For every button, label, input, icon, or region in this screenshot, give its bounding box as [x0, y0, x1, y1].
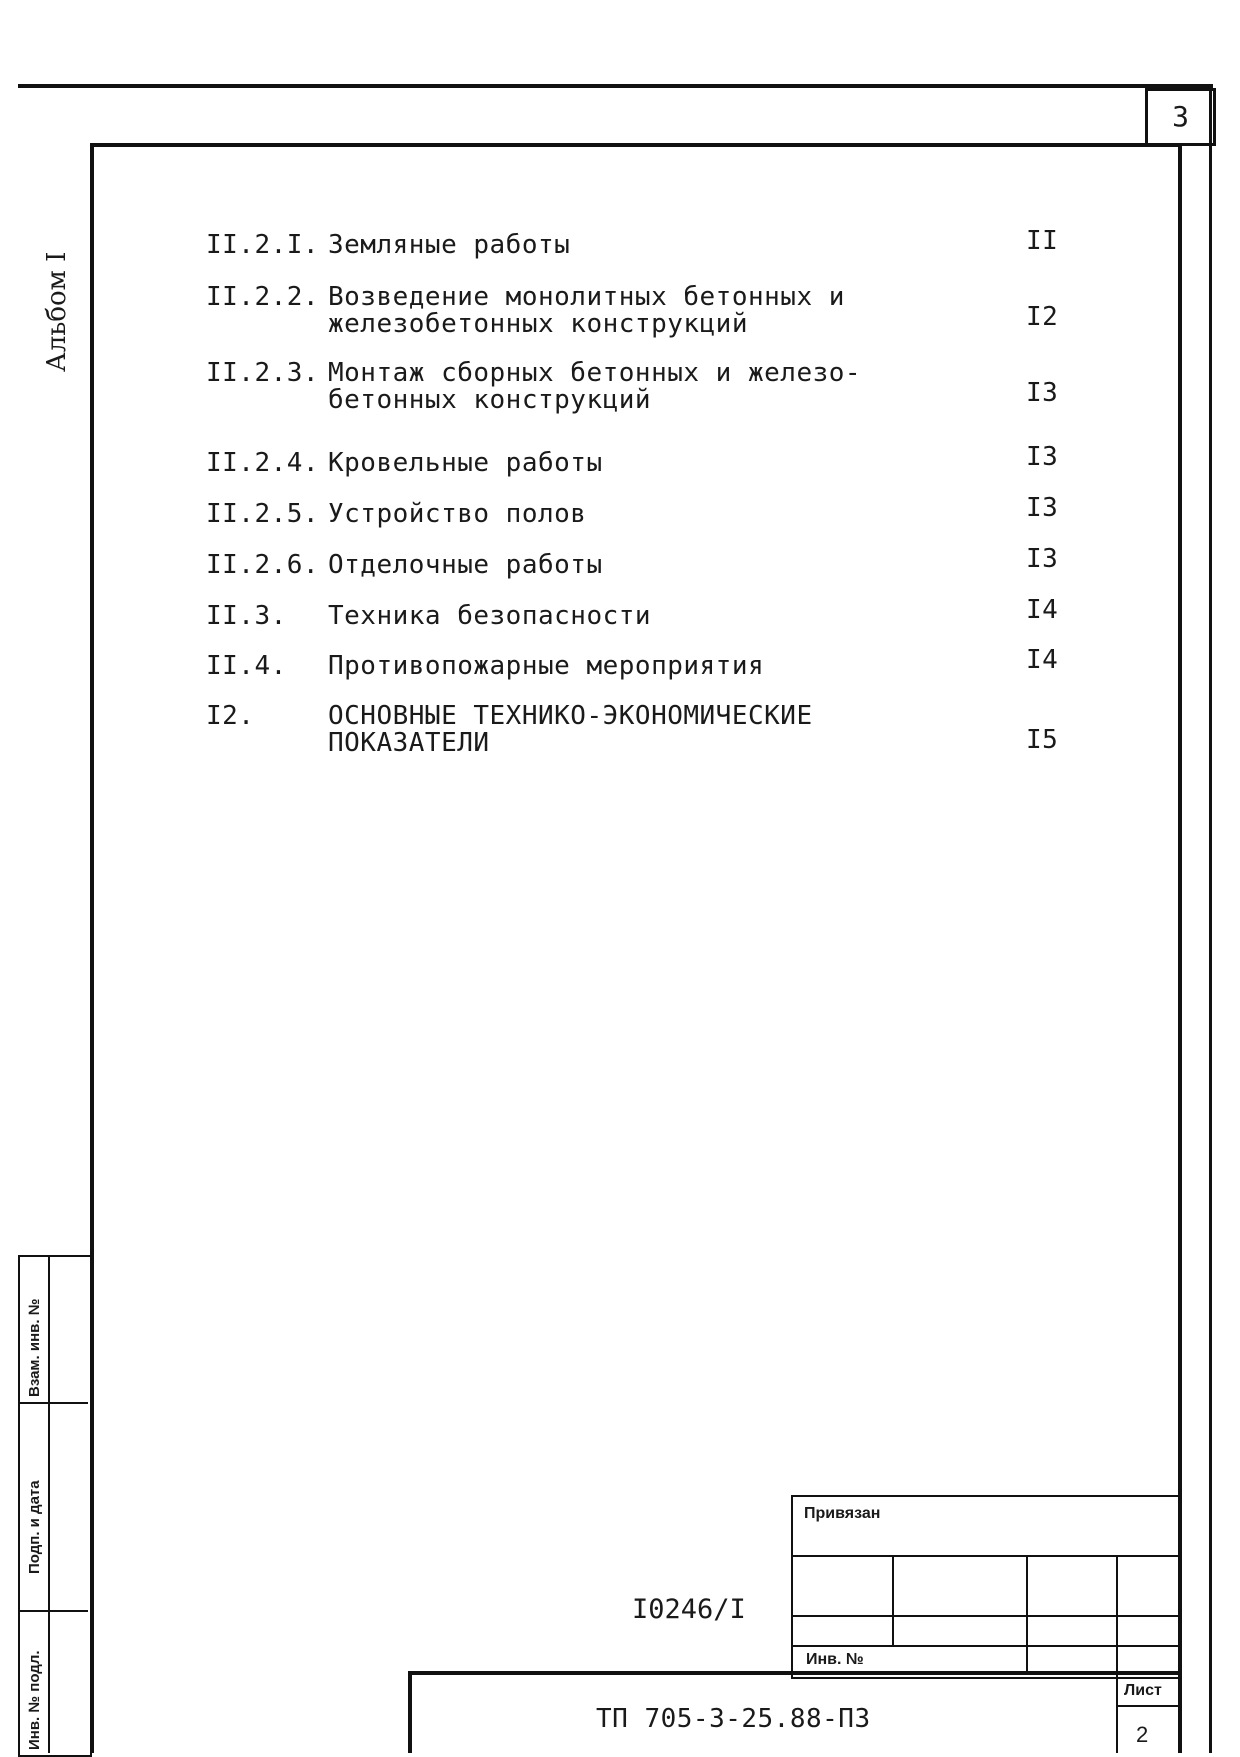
toc-title: Отделочные работы: [328, 550, 603, 580]
toc-page: I5: [1026, 725, 1059, 755]
list-cell-h: [1116, 1705, 1180, 1707]
inv-label: Инв. № подл.: [26, 1650, 43, 1750]
toc-entry: [206, 493, 1086, 531]
toc-entry: [206, 645, 1086, 683]
toc-number: II.2.4.: [206, 448, 320, 478]
toc-page: I3: [1026, 378, 1059, 408]
tb-v3: [1116, 1555, 1118, 1753]
toc-entry: [206, 544, 1086, 582]
toc-number: II.3.: [206, 601, 287, 631]
toc-number: II.2.6.: [206, 550, 320, 580]
toc-entry: [206, 226, 1086, 262]
toc-entry: [206, 703, 1086, 763]
toc-page: I3: [1026, 544, 1059, 574]
toc-number: II.2.5.: [206, 499, 320, 529]
toc-page: I2: [1026, 302, 1059, 332]
toc-entry: [206, 284, 1086, 344]
frame-top: [92, 143, 1182, 147]
toc-number: II.2.I.: [206, 230, 320, 260]
document-code: ТП 705-3-25.88-ПЗ: [596, 1704, 871, 1734]
toc-title: ОСНОВНЫЕ ТЕХНИКО-ЭКОНОМИЧЕСКИЕ ПОКАЗАТЕЛИ: [328, 701, 813, 758]
side-stamp-row2: [18, 1610, 88, 1612]
inv-no-label: Инв. №: [806, 1651, 864, 1668]
privyazan-label: Привязан: [804, 1505, 881, 1522]
toc-entry: [206, 595, 1086, 633]
toc-number: II.2.3.: [206, 358, 320, 388]
outer-right: [1209, 88, 1212, 1753]
side-stamp-row1: [18, 1402, 88, 1404]
tb-v2: [1026, 1555, 1028, 1675]
toc-title: Техника безопасности: [328, 601, 652, 631]
toc-entry: [206, 442, 1086, 480]
toc-number: II.2.2.: [206, 282, 320, 312]
inventory-ref: I0246/I: [632, 1594, 746, 1625]
toc-title: Противопожарные мероприятия: [328, 651, 765, 681]
toc-number: II.4.: [206, 651, 287, 681]
list-value: 2: [1136, 1722, 1149, 1747]
album-label: Альбом I: [42, 251, 72, 372]
podp-label: Подп. и дата: [26, 1480, 43, 1574]
toc-number: I2.: [206, 701, 255, 731]
toc-title: Устройство полов: [328, 499, 587, 529]
tb-h1: [791, 1555, 1178, 1557]
tb-h2: [791, 1615, 1178, 1617]
toc-title: Кровельные работы: [328, 448, 603, 478]
sheet-number: 3: [1145, 88, 1216, 146]
toc-page: I3: [1026, 493, 1059, 523]
list-label: Лист: [1124, 1682, 1162, 1699]
top-border: [18, 84, 1213, 88]
toc-title: Земляные работы: [328, 230, 571, 260]
toc-title: Возведение монолитных бетонных и железобетонных конструкций: [328, 282, 845, 339]
main-tb-left: [408, 1671, 412, 1753]
toc-page: II: [1026, 226, 1059, 256]
toc-page: I4: [1026, 595, 1059, 625]
tb-v1: [892, 1555, 894, 1647]
toc-title: Монтаж сборных бетонных и железо- бетонных конструкций: [328, 358, 862, 415]
toc-page: I4: [1026, 645, 1059, 675]
vzam-label: Взам. инв. №: [26, 1298, 43, 1397]
toc-entry: [206, 360, 1086, 420]
side-stamp-divider: [48, 1255, 50, 1753]
main-tb-top: [408, 1671, 1180, 1675]
tb-h3: [791, 1645, 1178, 1647]
toc-page: I3: [1026, 442, 1059, 472]
